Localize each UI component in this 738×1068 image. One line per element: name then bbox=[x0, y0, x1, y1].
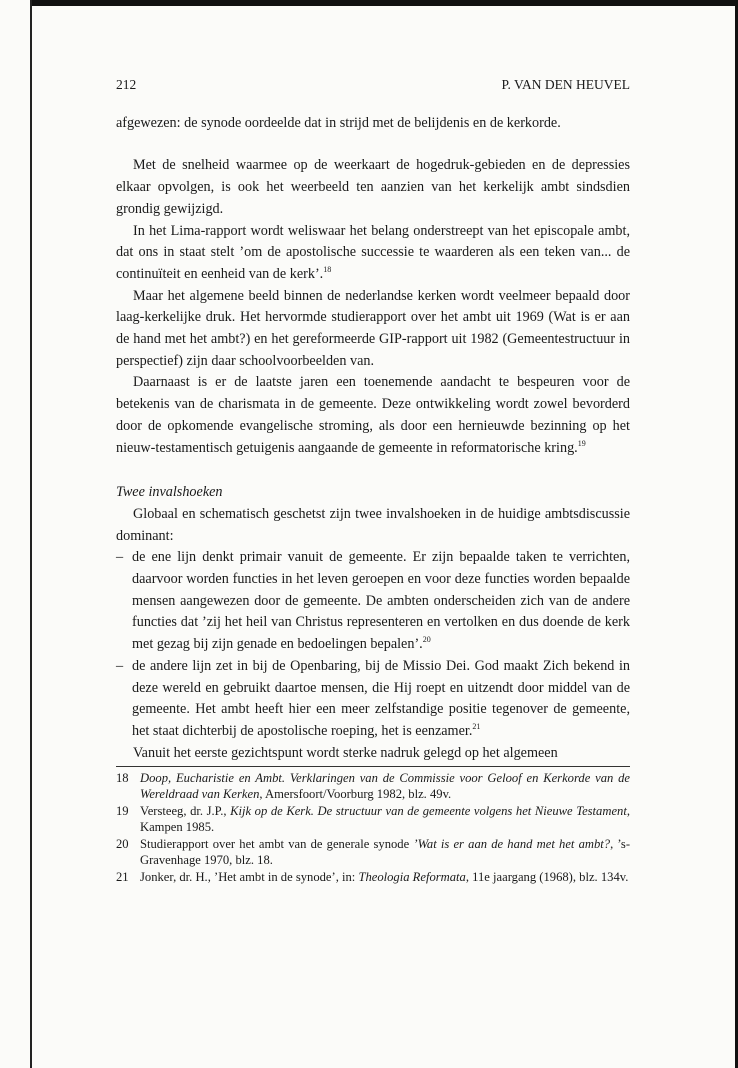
running-title: P. VAN DEN HEUVEL bbox=[501, 77, 630, 92]
paragraph-6: Vanuit het eerste gezichtspunt wordt sterke nadruk gelegd op het algemeen bbox=[133, 744, 558, 761]
page-header bbox=[116, 74, 630, 96]
paragraph-0: afgewezen: de synode oordeelde dat in strijd met de belijdenis en de kerkorde. bbox=[116, 114, 561, 131]
footnote-text: Versteeg, dr. J.P., Kijk op de Kerk. De structuur van de gemeente volgens het Nieuwe Testament, Kampen 1985. bbox=[140, 804, 630, 834]
footnote-number: 20 bbox=[116, 837, 129, 852]
paragraph-3: Maar het algemene beeld binnen de nederlandse kerken wordt veelmeer bepaald door laag-kerkelijke druk. Het hervormde studierapport over het ambt uit 1969 (Wat is er aan de hand met het ambt?) en het gereformeerde GIP-rapport uit 1982 (Gemeentestructuur in perspectief) zijn daar schoolvoorbeelden van. bbox=[116, 287, 630, 369]
paragraph-5: Globaal en schematisch geschetst zijn twee invalshoeken in de huidige ambtsdiscussie dominant: bbox=[116, 505, 630, 544]
paragraph-4-text: Daarnaast is er de laatste jaren een toenemende aandacht te bespeuren voor de betekenis van de charismata in de gemeente. Deze ontwikkeling wordt zowel bevorderd door de opkomende evangelische stroming, als door een hernieuwde bezinning op het nieuw-testamentisch getuigenis aangaande de gemeente in reformatorische kring. bbox=[116, 374, 630, 456]
footnote-rule bbox=[116, 766, 630, 767]
list-item-2-text: de andere lijn zet in bij de Openbaring, bij de Missio Dei. God maakt Zich bekend in deze wereld en gebruikt daartoe mensen, die Hij roept en uitzendt door middel van de gemeente. Het ambt heeft hier een meer zelfstandige positie tegenover de gemeente, het staat dichterbij de apostolische roeping, het is eenzamer. bbox=[132, 657, 630, 739]
scan-edge-left bbox=[30, 0, 32, 1068]
footnote-20 bbox=[116, 837, 630, 868]
paragraph-2-text: In het Lima-rapport wordt weliswaar het belang onderstreept van het episcopale ambt, dat ons in staat stelt ’om de apostolische successie te waarderen als een teken van... de continuïteit en eenheid van de kerk’. bbox=[116, 222, 630, 282]
section-heading: Twee invalshoeken bbox=[116, 484, 223, 501]
footnote-ref-19: 19 bbox=[577, 438, 586, 448]
page-content bbox=[116, 74, 630, 888]
list-item-1 bbox=[116, 547, 630, 656]
footnote-number: 18 bbox=[116, 771, 129, 786]
footnote-21 bbox=[116, 870, 630, 886]
footnote-text: Jonker, dr. H., ’Het ambt in de synode’, in: Theologia Reformata, 11e jaargang (1968), blz. 134v. bbox=[140, 870, 629, 885]
footnote-ref-18: 18 bbox=[323, 264, 332, 274]
list-item-1-text: de ene lijn denkt primair vanuit de gemeente. Er zijn bepaalde taken te verrichten, daarvoor worden functies in het leven geroepen en voor deze functies worden bepaalde mensen aangewezen door de gemeente. De ambten onderscheiden zich van de andere functies dat ’zij het heil van Christus representeren en vertolken en dus doende de kerk met gezag bij zijn genade en bedoelingen bepalen’. bbox=[132, 549, 630, 653]
page-number: 212 bbox=[116, 77, 137, 92]
scan-edge-top bbox=[30, 0, 738, 6]
footnote-text: Studierapport over het ambt van de generale synode ’Wat is er aan de hand met het ambt?, ’s-Gravenhage 1970, blz. 18. bbox=[140, 837, 631, 867]
footnote-number: 19 bbox=[116, 804, 129, 819]
footnote-text: Doop, Eucharistie en Ambt. Verklaringen van de Commissie voor Geloof en Kerkorde van de Wereldraad van Kerken, Amersfoort/Voorburg 1982, blz. 49v. bbox=[140, 771, 630, 801]
footnote-18 bbox=[116, 771, 630, 802]
paragraph-4 bbox=[116, 372, 630, 459]
footnote-ref-20: 20 bbox=[422, 635, 431, 645]
dash-list bbox=[116, 547, 630, 742]
footnote-number: 21 bbox=[116, 870, 129, 885]
paragraph-2 bbox=[116, 221, 630, 286]
footnote-19 bbox=[116, 804, 630, 835]
footnote-ref-21: 21 bbox=[472, 721, 481, 731]
paragraph-1: Met de snelheid waarmee op de weerkaart de hogedruk-gebieden en de depressies elkaar opvolgen, is ook het weerbeeld ten aanzien van het kerkelijk ambt sindsdien grondig gewijzigd. bbox=[116, 157, 630, 217]
list-item-2 bbox=[116, 656, 630, 743]
